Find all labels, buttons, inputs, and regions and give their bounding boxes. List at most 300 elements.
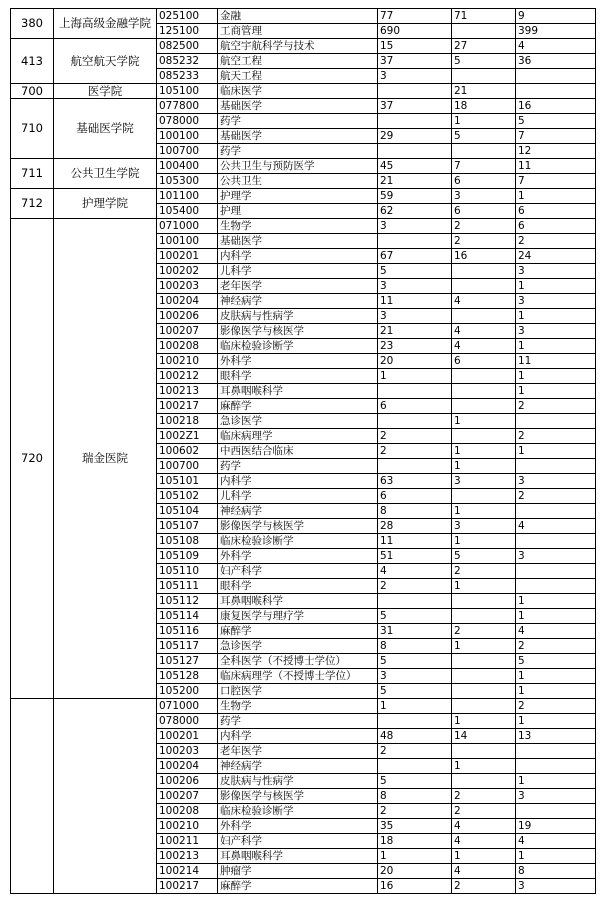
value-b: 2 [452,789,516,804]
value-c: 1 [516,594,596,609]
table-row [11,9,596,24]
program-code: 100214 [157,864,218,879]
value-b: 3 [452,474,516,489]
program-code: 100203 [157,279,218,294]
value-a: 18 [378,834,452,849]
value-a: 23 [378,339,452,354]
program-code: 100218 [157,414,218,429]
program-name: 临床医学 [218,84,378,99]
value-a: 31 [378,624,452,639]
program-name: 基础医学 [218,234,378,249]
value-a: 690 [378,24,452,39]
program-code: 077800 [157,99,218,114]
program-code: 100204 [157,294,218,309]
value-b: 6 [452,174,516,189]
program-code: 100602 [157,444,218,459]
value-a: 59 [378,189,452,204]
value-b: 2 [452,804,516,819]
value-c: 3 [516,294,596,309]
value-b: 16 [452,249,516,264]
value-b: 2 [452,234,516,249]
value-c: 1 [516,309,596,324]
table-body [11,9,596,894]
value-a: 51 [378,549,452,564]
program-code: 100204 [157,759,218,774]
program-name: 药学 [218,714,378,729]
value-a: 29 [378,129,452,144]
value-c: 2 [516,639,596,654]
value-b: 2 [452,879,516,894]
value-b [452,279,516,294]
program-name: 老年医学 [218,279,378,294]
program-name: 老年医学 [218,744,378,759]
value-c: 4 [516,519,596,534]
program-code: 105117 [157,639,218,654]
program-code: 100206 [157,774,218,789]
value-c [516,744,596,759]
program-name: 护理 [218,204,378,219]
value-a: 3 [378,69,452,84]
value-a: 5 [378,684,452,699]
value-b: 1 [452,714,516,729]
program-name: 麻醉学 [218,879,378,894]
value-a: 11 [378,294,452,309]
program-code: 105128 [157,669,218,684]
program-name: 工商管理 [218,24,378,39]
value-c: 7 [516,129,596,144]
value-c: 1 [516,849,596,864]
program-code: 100217 [157,399,218,414]
value-c: 36 [516,54,596,69]
program-code: 105114 [157,609,218,624]
program-name: 航空宇航科学与技术 [218,39,378,54]
value-b: 5 [452,549,516,564]
program-name: 金融 [218,9,378,24]
department-name: 护理学院 [54,189,157,219]
table-row [11,159,596,174]
program-name: 临床检验诊断学 [218,339,378,354]
program-code: 105300 [157,174,218,189]
program-code: 105104 [157,504,218,519]
value-a: 3 [378,279,452,294]
value-a [378,459,452,474]
value-b [452,489,516,504]
program-name: 药学 [218,114,378,129]
program-name: 药学 [218,459,378,474]
table-row [11,699,596,714]
value-c: 399 [516,24,596,39]
program-name: 麻醉学 [218,624,378,639]
value-a: 4 [378,564,452,579]
program-name: 耳鼻咽喉科学 [218,849,378,864]
department-code [11,699,54,894]
program-code: 100210 [157,354,218,369]
value-c: 13 [516,729,596,744]
table-row [11,39,596,54]
program-code: 105111 [157,579,218,594]
value-b: 5 [452,129,516,144]
value-b: 6 [452,354,516,369]
value-b [452,429,516,444]
value-c: 2 [516,399,596,414]
program-code: 085232 [157,54,218,69]
program-code: 100208 [157,339,218,354]
department-name: 瑞金医院 [54,219,157,699]
program-code: 100206 [157,309,218,324]
value-c [516,84,596,99]
value-c: 3 [516,879,596,894]
value-c [516,504,596,519]
value-b: 4 [452,339,516,354]
program-name: 影像医学与核医学 [218,519,378,534]
department-name: 上海高级金融学院 [54,9,157,39]
value-c: 9 [516,9,596,24]
value-a: 20 [378,354,452,369]
program-code: 105100 [157,84,218,99]
program-name: 临床病理学（不授博士学位） [218,669,378,684]
program-name: 妇产科学 [218,834,378,849]
value-a: 3 [378,219,452,234]
program-name: 全科医学（不授博士学位） [218,654,378,669]
value-c: 3 [516,789,596,804]
value-b: 1 [452,114,516,129]
program-code: 100207 [157,324,218,339]
program-name: 口腔医学 [218,684,378,699]
program-name: 临床检验诊断学 [218,534,378,549]
value-b: 27 [452,39,516,54]
value-b [452,24,516,39]
program-name: 影像医学与核医学 [218,789,378,804]
program-name: 航空工程 [218,54,378,69]
department-name [54,699,157,894]
program-code: 100100 [157,129,218,144]
department-code: 700 [11,84,54,99]
value-c: 7 [516,174,596,189]
value-a: 8 [378,789,452,804]
value-b [452,594,516,609]
program-code: 085233 [157,69,218,84]
value-b [452,399,516,414]
value-a: 3 [378,309,452,324]
value-b [452,774,516,789]
value-a: 63 [378,474,452,489]
value-c: 8 [516,864,596,879]
value-c [516,579,596,594]
value-b: 4 [452,834,516,849]
value-b [452,144,516,159]
value-b: 71 [452,9,516,24]
value-c: 2 [516,699,596,714]
value-a: 1 [378,699,452,714]
program-name: 中西医结合临床 [218,444,378,459]
value-c: 1 [516,339,596,354]
value-b [452,309,516,324]
program-code: 100211 [157,834,218,849]
value-c: 3 [516,264,596,279]
value-b: 14 [452,729,516,744]
value-b: 6 [452,204,516,219]
value-a [378,759,452,774]
value-a [378,234,452,249]
value-a: 28 [378,519,452,534]
value-c [516,804,596,819]
value-b: 18 [452,99,516,114]
program-name: 儿科学 [218,264,378,279]
value-a: 62 [378,204,452,219]
value-b: 1 [452,444,516,459]
department-name: 公共卫生学院 [54,159,157,189]
value-a [378,144,452,159]
value-a: 2 [378,744,452,759]
program-name: 基础医学 [218,129,378,144]
department-name: 基础医学院 [54,99,157,159]
program-name: 航天工程 [218,69,378,84]
value-c: 2 [516,489,596,504]
value-c: 1 [516,684,596,699]
program-code: 105108 [157,534,218,549]
program-code: 105200 [157,684,218,699]
department-code: 413 [11,39,54,84]
value-a: 8 [378,639,452,654]
department-code: 711 [11,159,54,189]
program-name: 神经病学 [218,504,378,519]
program-code: 105107 [157,519,218,534]
program-name: 急诊医学 [218,639,378,654]
program-code: 100100 [157,234,218,249]
program-name: 药学 [218,144,378,159]
program-code: 100700 [157,144,218,159]
value-c [516,759,596,774]
value-a: 45 [378,159,452,174]
value-c: 1 [516,384,596,399]
program-code: 105101 [157,474,218,489]
value-b: 1 [452,849,516,864]
value-a: 21 [378,324,452,339]
program-code: 100210 [157,819,218,834]
program-name: 外科学 [218,819,378,834]
value-b: 4 [452,294,516,309]
program-name: 内科学 [218,729,378,744]
value-c: 6 [516,204,596,219]
value-c [516,414,596,429]
value-b [452,669,516,684]
program-name: 临床病理学 [218,429,378,444]
value-b [452,744,516,759]
value-c: 2 [516,429,596,444]
program-name: 生物学 [218,699,378,714]
value-c: 2 [516,234,596,249]
value-b [452,684,516,699]
value-a: 2 [378,804,452,819]
program-name: 康复医学与理疗学 [218,609,378,624]
value-a: 77 [378,9,452,24]
value-c: 3 [516,474,596,489]
value-b: 1 [452,459,516,474]
program-name: 妇产科学 [218,564,378,579]
program-code: 100212 [157,369,218,384]
value-b: 1 [452,414,516,429]
program-code: 105112 [157,594,218,609]
value-b [452,264,516,279]
value-c: 12 [516,144,596,159]
value-a [378,84,452,99]
program-code: 082500 [157,39,218,54]
program-code: 100700 [157,459,218,474]
value-c: 3 [516,324,596,339]
enrollment-table [10,8,596,894]
value-c [516,459,596,474]
value-a: 5 [378,264,452,279]
department-code: 712 [11,189,54,219]
program-code: 100207 [157,789,218,804]
program-code: 105109 [157,549,218,564]
department-code: 380 [11,9,54,39]
value-c: 11 [516,354,596,369]
value-b [452,699,516,714]
program-name: 麻醉学 [218,399,378,414]
value-b [452,369,516,384]
value-c: 24 [516,249,596,264]
value-a: 1 [378,369,452,384]
program-name: 公共卫生 [218,174,378,189]
program-code: 100208 [157,804,218,819]
value-a [378,414,452,429]
value-c: 1 [516,774,596,789]
value-b: 4 [452,324,516,339]
value-c: 1 [516,714,596,729]
value-c: 1 [516,279,596,294]
program-code: 100201 [157,249,218,264]
value-b: 21 [452,84,516,99]
table-row [11,219,596,234]
program-name: 眼科学 [218,579,378,594]
program-name: 外科学 [218,354,378,369]
value-b: 2 [452,564,516,579]
program-code: 105102 [157,489,218,504]
value-c: 19 [516,819,596,834]
value-b [452,609,516,624]
value-a: 2 [378,429,452,444]
value-c: 5 [516,114,596,129]
program-name: 神经病学 [218,294,378,309]
program-code: 071000 [157,219,218,234]
value-b: 7 [452,159,516,174]
value-c: 16 [516,99,596,114]
value-a: 15 [378,39,452,54]
value-a: 6 [378,399,452,414]
program-code: 100202 [157,264,218,279]
value-c [516,69,596,84]
program-name: 影像医学与核医学 [218,324,378,339]
program-name: 外科学 [218,549,378,564]
value-a: 5 [378,609,452,624]
value-a [378,714,452,729]
program-name: 耳鼻咽喉科学 [218,594,378,609]
value-c [516,534,596,549]
program-code: 105110 [157,564,218,579]
program-name: 皮肤病与性病学 [218,774,378,789]
value-a: 2 [378,444,452,459]
value-b [452,654,516,669]
value-a: 8 [378,504,452,519]
value-b: 4 [452,864,516,879]
program-code: 125100 [157,24,218,39]
program-name: 儿科学 [218,489,378,504]
program-name: 基础医学 [218,99,378,114]
department-name: 医学院 [54,84,157,99]
value-a: 37 [378,99,452,114]
value-b: 2 [452,219,516,234]
department-code: 720 [11,219,54,699]
table-row [11,189,596,204]
program-name: 急诊医学 [218,414,378,429]
value-b: 1 [452,639,516,654]
value-b: 4 [452,819,516,834]
value-a: 67 [378,249,452,264]
value-a: 11 [378,534,452,549]
value-c: 1 [516,369,596,384]
program-name: 耳鼻咽喉科学 [218,384,378,399]
program-name: 公共卫生与预防医学 [218,159,378,174]
program-name: 内科学 [218,249,378,264]
program-code: 105400 [157,204,218,219]
value-c: 4 [516,624,596,639]
value-a: 20 [378,864,452,879]
value-a: 3 [378,669,452,684]
value-b [452,384,516,399]
value-b: 3 [452,519,516,534]
program-code: 100201 [157,729,218,744]
value-a: 6 [378,489,452,504]
table-row [11,99,596,114]
program-code: 078000 [157,114,218,129]
department-name: 航空航天学院 [54,39,157,84]
program-name: 眼科学 [218,369,378,384]
value-a: 35 [378,819,452,834]
program-code: 078000 [157,714,218,729]
value-a [378,384,452,399]
program-code: 100213 [157,384,218,399]
value-a: 5 [378,654,452,669]
value-b: 1 [452,579,516,594]
value-a: 1 [378,849,452,864]
program-code: 1002Z1 [157,429,218,444]
value-a: 48 [378,729,452,744]
value-a: 16 [378,879,452,894]
value-b: 3 [452,189,516,204]
value-c: 1 [516,669,596,684]
value-a: 2 [378,579,452,594]
value-c [516,564,596,579]
value-c: 3 [516,549,596,564]
value-b: 5 [452,54,516,69]
program-code: 100203 [157,744,218,759]
program-code: 100217 [157,879,218,894]
value-b: 1 [452,759,516,774]
program-name: 肿瘤学 [218,864,378,879]
value-b: 2 [452,624,516,639]
value-c: 1 [516,189,596,204]
value-c: 1 [516,609,596,624]
program-name: 生物学 [218,219,378,234]
value-a [378,594,452,609]
program-code: 025100 [157,9,218,24]
value-c: 1 [516,444,596,459]
value-a [378,114,452,129]
program-code: 100213 [157,849,218,864]
program-name: 护理学 [218,189,378,204]
value-a: 5 [378,774,452,789]
